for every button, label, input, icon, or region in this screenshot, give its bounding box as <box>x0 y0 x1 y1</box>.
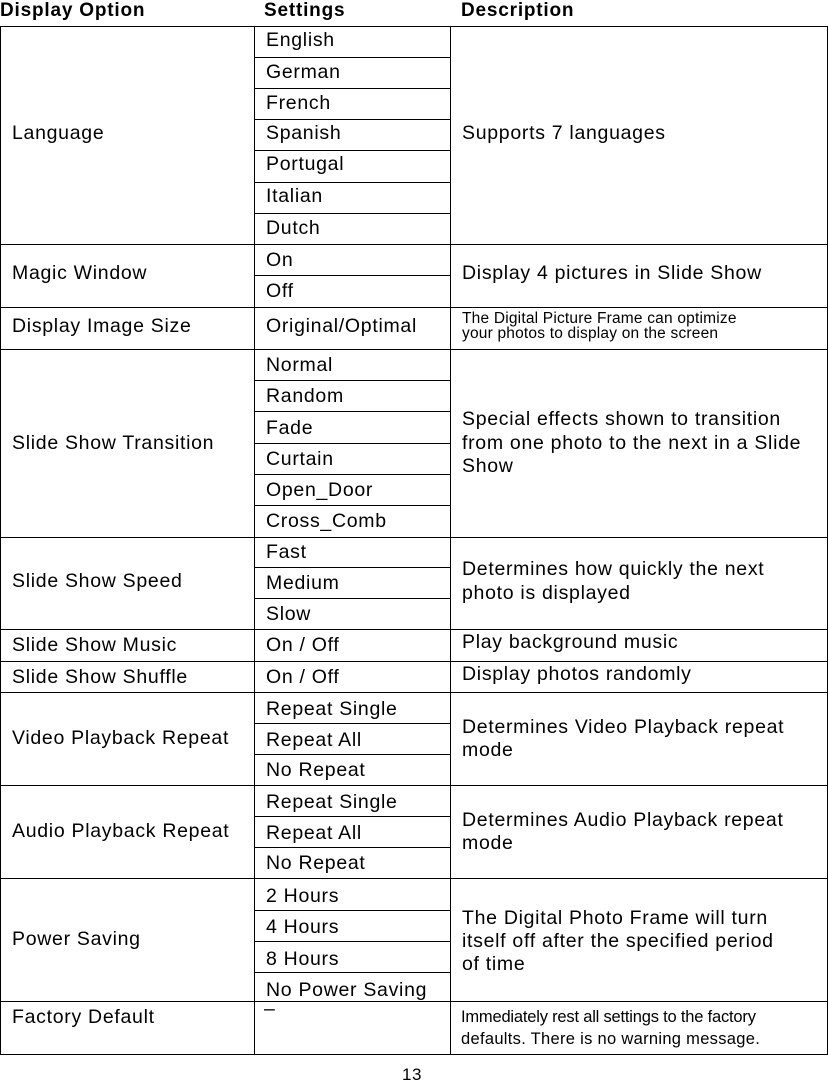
setting-cell: 4 Hours <box>266 916 340 938</box>
description-line: itself off after the specified period <box>462 930 774 952</box>
row-divider <box>0 785 828 786</box>
setting-cell: Italian <box>266 185 323 207</box>
row-divider <box>0 26 828 27</box>
settings-divider <box>254 754 451 755</box>
option-magic-window: Magic Window <box>12 262 148 284</box>
settings-divider <box>254 505 451 506</box>
setting-cell: English <box>266 29 335 51</box>
settings-divider <box>254 941 451 942</box>
description-line: mode <box>462 832 514 854</box>
column-divider-1 <box>254 26 255 1055</box>
option-display-image-size: Display Image Size <box>12 315 192 337</box>
settings-divider <box>254 119 451 120</box>
setting-cell: No Repeat <box>266 759 366 781</box>
settings-divider <box>254 910 451 911</box>
description-line: your photos to display on the screen <box>462 325 719 342</box>
row-divider <box>0 661 828 662</box>
description-line: Determines Video Playback repeat <box>462 716 785 738</box>
row-divider <box>0 244 828 245</box>
setting-cell: Repeat All <box>266 729 362 751</box>
setting-cell: No Power Saving <box>266 979 428 1001</box>
settings-divider <box>254 567 451 568</box>
row-divider <box>0 349 828 350</box>
setting-cell: Normal <box>266 354 334 376</box>
setting-cell: 2 Hours <box>266 885 340 907</box>
description-line: from one photo to the next in a Slide <box>462 432 802 454</box>
setting-cell: – <box>264 998 276 1020</box>
row-divider <box>0 878 828 879</box>
option-slide-show-music: Slide Show Music <box>12 634 178 656</box>
settings-divider <box>254 150 451 151</box>
setting-cell: On <box>266 249 294 271</box>
row-divider <box>0 1001 828 1002</box>
option-language: Language <box>12 122 105 144</box>
description-line: Immediately rest all settings to the factory <box>461 1008 756 1026</box>
row-divider <box>0 692 828 693</box>
settings-divider <box>254 57 451 58</box>
settings-divider <box>254 182 451 183</box>
setting-cell: Repeat Single <box>266 791 398 813</box>
settings-divider <box>254 411 451 412</box>
setting-cell: Off <box>266 280 294 302</box>
description-language: Supports 7 languages <box>462 122 666 144</box>
table-border-left <box>0 26 1 1055</box>
option-slide-show-transition: Slide Show Transition <box>12 432 215 454</box>
setting-cell: Fast <box>266 541 307 563</box>
setting-cell: German <box>266 61 341 83</box>
setting-cell: Open_Door <box>266 479 374 501</box>
page-number: 13 <box>402 1065 422 1084</box>
settings-divider <box>254 816 451 817</box>
description-line: mode <box>462 739 514 761</box>
settings-divider <box>254 598 451 599</box>
header-settings: Settings <box>264 0 346 21</box>
description-line: photo is displayed <box>462 582 631 604</box>
setting-cell: 8 Hours <box>266 948 340 970</box>
setting-cell: French <box>266 92 331 114</box>
setting-cell: On / Off <box>266 634 340 656</box>
option-slide-show-shuffle: Slide Show Shuffle <box>12 666 188 688</box>
option-audio-playback-repeat: Audio Playback Repeat <box>12 820 230 842</box>
setting-cell: Curtain <box>266 448 334 470</box>
setting-cell: Random <box>266 385 344 407</box>
description-line: Determines how quickly the next <box>462 558 765 580</box>
settings-divider <box>254 972 451 973</box>
settings-divider <box>254 213 451 214</box>
description-line: Determines Audio Playback repeat <box>462 809 784 831</box>
setting-cell: On / Off <box>266 666 340 688</box>
description-line: of time <box>462 953 526 975</box>
settings-divider <box>254 275 451 276</box>
setting-cell: Spanish <box>266 122 342 144</box>
setting-cell: Cross_Comb <box>266 510 387 532</box>
setting-cell: No Repeat <box>266 852 366 874</box>
option-power-saving: Power Saving <box>12 928 141 950</box>
setting-cell: Dutch <box>266 217 321 239</box>
setting-cell: Medium <box>266 572 340 594</box>
option-factory-default: Factory Default <box>12 1006 155 1028</box>
row-divider <box>0 307 828 308</box>
row-divider <box>0 1054 828 1055</box>
option-video-playback-repeat: Video Playback Repeat <box>12 727 230 749</box>
header-description: Description <box>461 0 575 21</box>
option-slide-show-speed: Slide Show Speed <box>12 570 183 592</box>
description-slide-show-shuffle: Display photos randomly <box>462 663 692 685</box>
settings-divider <box>254 474 451 475</box>
header-display-option: Display Option <box>0 0 146 21</box>
description-line: defaults. There is no warning message. <box>461 1030 761 1048</box>
setting-cell: Repeat All <box>266 822 362 844</box>
description-slide-show-music: Play background music <box>462 631 679 653</box>
description-line: Show <box>462 455 514 477</box>
description-line: Special effects shown to transition <box>462 408 781 430</box>
setting-cell: Original/Optimal <box>266 315 417 337</box>
setting-cell: Portugal <box>266 153 345 175</box>
settings-divider <box>254 380 451 381</box>
settings-divider <box>254 88 451 89</box>
settings-divider <box>254 443 451 444</box>
setting-cell: Fade <box>266 417 314 439</box>
description-magic-window: Display 4 pictures in Slide Show <box>462 262 762 284</box>
row-divider <box>0 629 828 630</box>
setting-cell: Repeat Single <box>266 698 398 720</box>
description-line: The Digital Photo Frame will turn <box>462 907 768 929</box>
setting-cell: Slow <box>266 603 312 625</box>
row-divider <box>0 537 828 538</box>
description-line: The Digital Picture Frame can optimize <box>462 310 737 327</box>
settings-divider <box>254 847 451 848</box>
settings-divider <box>254 723 451 724</box>
column-divider-2 <box>450 26 451 1055</box>
